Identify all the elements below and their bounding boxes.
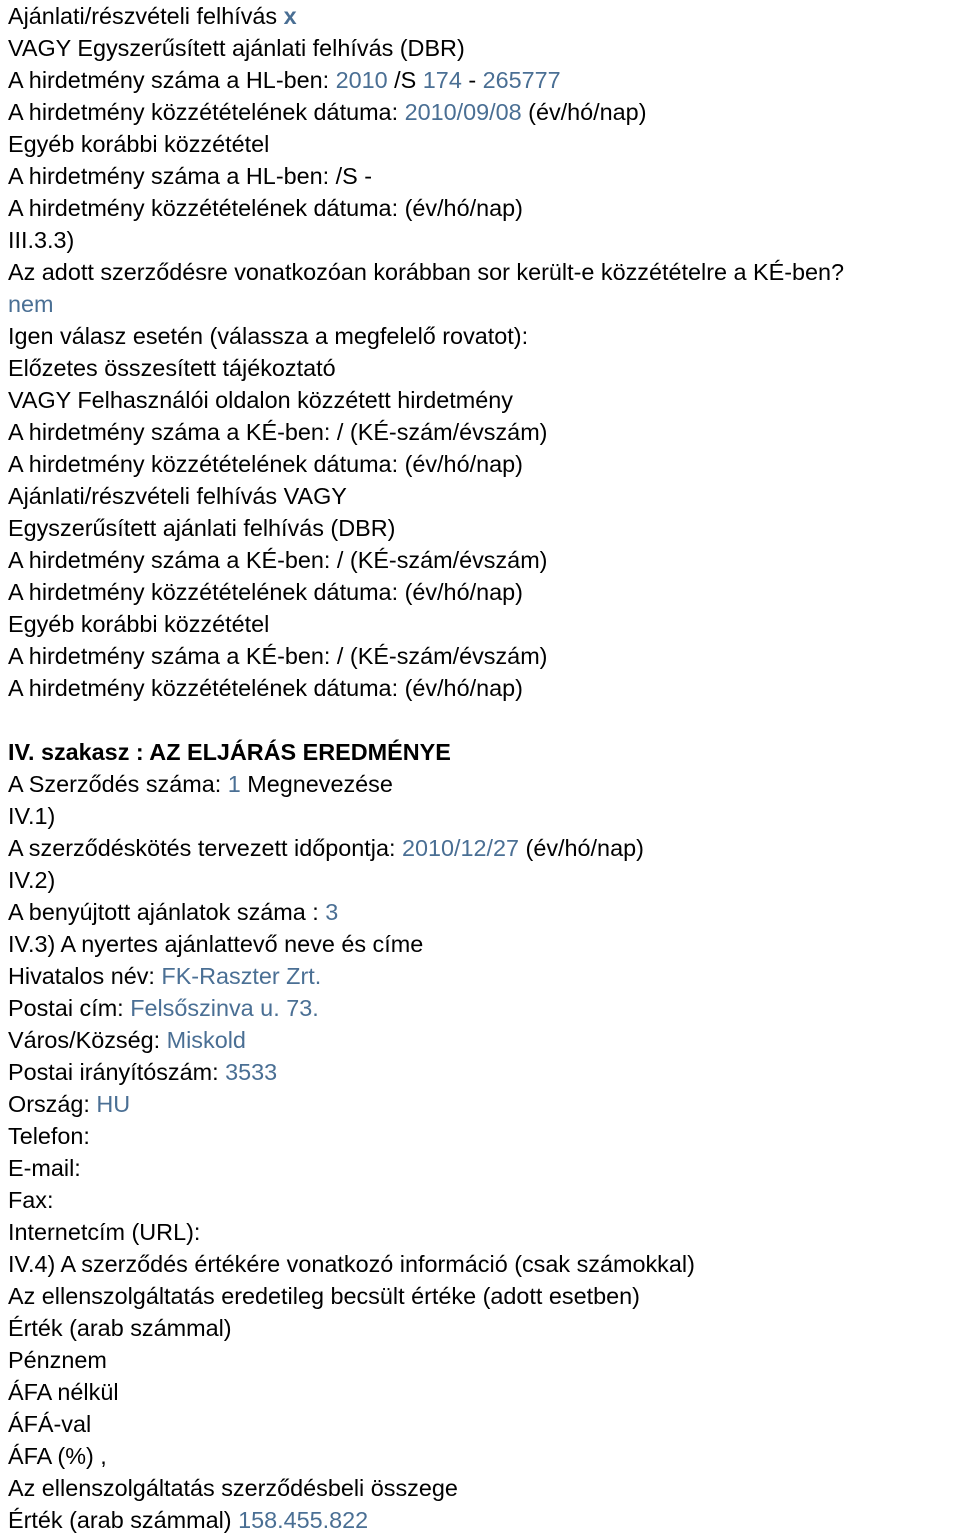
- text-line: [8, 192, 954, 224]
- text-line: [8, 512, 954, 544]
- field-label: Ajánlati/részvételi felhívás: [8, 3, 284, 29]
- field-label: Egyéb korábbi közzététel: [8, 131, 270, 157]
- text-line: [8, 96, 954, 128]
- field-label: Telefon:: [8, 1123, 90, 1149]
- field-label: A hirdetmény száma a HL-ben: /S -: [8, 163, 373, 189]
- field-label: /S: [387, 67, 423, 93]
- field-label: A hirdetmény közzétételének dátuma: (év/hó/nap): [8, 675, 523, 701]
- text-line: [8, 1056, 954, 1088]
- field-label: IV.2): [8, 867, 56, 893]
- field-value: 3: [325, 899, 339, 925]
- text-line: [8, 256, 954, 288]
- text-line: [8, 960, 954, 992]
- field-label: ÁFA nélkül: [8, 1379, 119, 1405]
- text-line: [8, 992, 954, 1024]
- text-line: [8, 1344, 954, 1376]
- field-label: A Szerződés száma:: [8, 771, 228, 797]
- text-line: [8, 832, 954, 864]
- text-line: [8, 928, 954, 960]
- text-line: [8, 128, 954, 160]
- text-line: [8, 896, 954, 928]
- text-line: [8, 448, 954, 480]
- field-label: Az ellenszolgáltatás szerződésbeli összege: [8, 1475, 458, 1501]
- text-line: [8, 160, 954, 192]
- field-label: (év/hó/nap): [519, 835, 644, 861]
- text-line: [8, 608, 954, 640]
- text-line: [8, 1088, 954, 1120]
- text-line: [8, 800, 954, 832]
- field-label: Érték (arab számmal): [8, 1507, 239, 1533]
- field-label: A hirdetmény közzétételének dátuma: (év/hó/nap): [8, 579, 523, 605]
- field-label: Megnevezése: [240, 771, 393, 797]
- field-label: Az ellenszolgáltatás eredetileg becsült értéke (adott esetben): [8, 1283, 640, 1309]
- field-value: 174: [422, 67, 462, 93]
- field-label: ÁFÁ-val: [8, 1411, 92, 1437]
- field-label: Hivatalos név:: [8, 963, 162, 989]
- field-label: Fax:: [8, 1187, 54, 1213]
- text-line: [8, 384, 954, 416]
- text-line: [8, 1248, 954, 1280]
- text-line: [8, 224, 954, 256]
- text-line: [8, 640, 954, 672]
- text-line: [8, 1472, 954, 1504]
- field-value: 1: [227, 771, 241, 797]
- field-label: A hirdetmény száma a KÉ-ben: / (KÉ-szám/évszám): [8, 643, 548, 669]
- field-value: 2010: [335, 67, 388, 93]
- field-label: IV. szakasz : AZ ELJÁRÁS EREDMÉNYE: [8, 739, 451, 765]
- field-label: Ajánlati/részvételi felhívás VAGY: [8, 483, 347, 509]
- text-line: [8, 672, 954, 704]
- field-label: Ország:: [8, 1091, 97, 1117]
- text-line: [8, 544, 954, 576]
- field-value: FK-Raszter Zrt.: [161, 963, 322, 989]
- text-line: [8, 1440, 954, 1472]
- field-label: ÁFA (%) ,: [8, 1443, 107, 1469]
- field-value: nem: [8, 291, 54, 317]
- field-label: Pénznem: [8, 1347, 107, 1373]
- field-value: Miskold: [166, 1027, 246, 1053]
- text-line: [8, 1408, 954, 1440]
- field-label: IV.1): [8, 803, 56, 829]
- field-label: Igen válasz esetén (válassza a megfelelő rovatot):: [8, 323, 529, 349]
- field-label: -: [461, 67, 483, 93]
- field-label: A hirdetmény közzétételének dátuma: (év/hó/nap): [8, 195, 523, 221]
- text-line: [8, 416, 954, 448]
- field-label: A szerződéskötés tervezett időpontja:: [8, 835, 402, 861]
- field-label: A hirdetmény közzétételének dátuma: (év/hó/nap): [8, 451, 523, 477]
- text-line: [8, 480, 954, 512]
- text-line: [8, 1504, 954, 1536]
- text-line: [8, 0, 954, 32]
- text-line: [8, 1312, 954, 1344]
- text-line: [8, 1216, 954, 1248]
- field-label: A hirdetmény száma a HL-ben:: [8, 67, 336, 93]
- text-line: [8, 32, 954, 64]
- text-line: [8, 864, 954, 896]
- text-line: [8, 352, 954, 384]
- field-label: A hirdetmény közzétételének dátuma:: [8, 99, 405, 125]
- field-label: (év/hó/nap): [521, 99, 647, 125]
- text-line: [8, 320, 954, 352]
- field-value: Felsőszinva u. 73.: [130, 995, 319, 1021]
- field-value: 2010/12/27: [401, 835, 520, 861]
- field-label: E-mail:: [8, 1155, 81, 1181]
- field-label: Egyéb korábbi közzététel: [8, 611, 270, 637]
- text-line: [8, 1184, 954, 1216]
- text-line: [8, 576, 954, 608]
- field-value: 2010/09/08: [404, 99, 522, 125]
- field-label: IV.3) A nyertes ajánlattevő neve és címe: [8, 931, 424, 957]
- field-label: Postai irányítószám:: [8, 1059, 226, 1085]
- field-label: A benyújtott ajánlatok száma :: [8, 899, 326, 925]
- field-value: 158.455.822: [238, 1507, 369, 1533]
- text-line: [8, 288, 954, 320]
- field-label: A hirdetmény száma a KÉ-ben: / (KÉ-szám/évszám): [8, 419, 548, 445]
- field-label: VAGY Felhasználói oldalon közzétett hirdetmény: [8, 387, 513, 413]
- field-label: Egyszerűsített ajánlati felhívás (DBR): [8, 515, 396, 541]
- blank-line: [8, 704, 954, 736]
- field-label: Érték (arab számmal): [8, 1315, 232, 1341]
- text-line: [8, 64, 954, 96]
- field-label: VAGY Egyszerűsített ajánlati felhívás (DBR): [8, 35, 465, 61]
- text-line: [8, 768, 954, 800]
- text-line: [8, 736, 954, 768]
- field-label: Internetcím (URL):: [8, 1219, 201, 1245]
- text-line: [8, 1024, 954, 1056]
- text-line: [8, 1120, 954, 1152]
- text-line: [8, 1152, 954, 1184]
- field-value: HU: [96, 1091, 131, 1117]
- field-label: A hirdetmény száma a KÉ-ben: / (KÉ-szám/évszám): [8, 547, 548, 573]
- field-label: Postai cím:: [8, 995, 131, 1021]
- field-value: x: [283, 3, 297, 29]
- field-value: 3533: [225, 1059, 278, 1085]
- text-line: [8, 1376, 954, 1408]
- field-label: IV.4) A szerződés értékére vonatkozó információ (csak számokkal): [8, 1251, 695, 1277]
- field-label: Előzetes összesített tájékoztató: [8, 355, 336, 381]
- text-line: [8, 1280, 954, 1312]
- field-label: III.3.3): [8, 227, 75, 253]
- field-label: Város/Község:: [8, 1027, 167, 1053]
- field-label: Az adott szerződésre vonatkozóan korábban sor került-e közzétételre a KÉ-ben?: [8, 259, 845, 285]
- document-body: [8, 0, 954, 1536]
- field-value: 265777: [482, 67, 561, 93]
